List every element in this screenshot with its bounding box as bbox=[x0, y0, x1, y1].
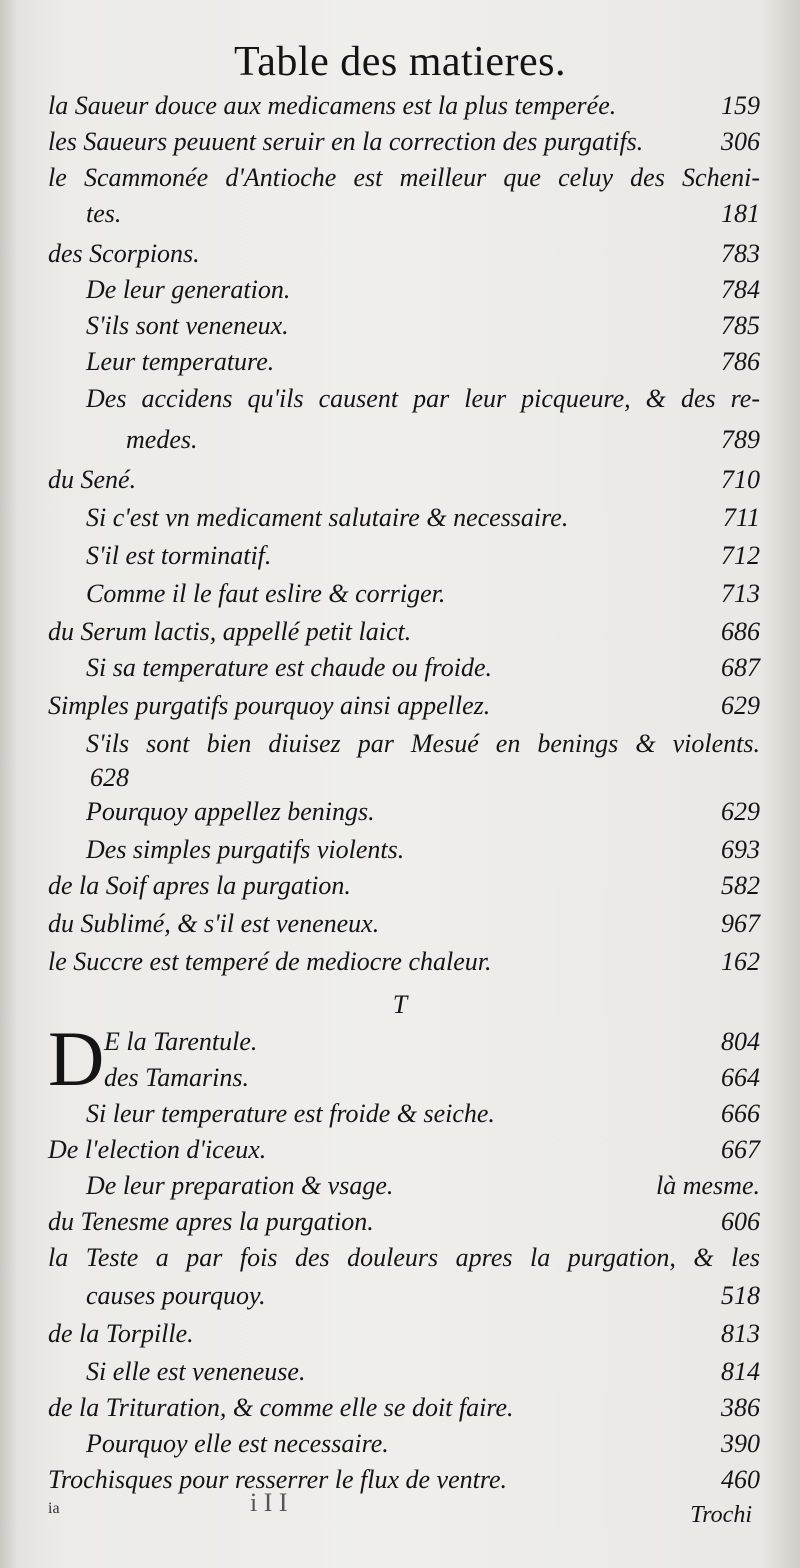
entry-text: S'il est torminatif. bbox=[86, 541, 272, 570]
catchword: Trochi bbox=[690, 1502, 752, 1528]
index-entry bbox=[126, 422, 760, 458]
entry-page-number: 390 bbox=[721, 1429, 760, 1458]
section-letter: T bbox=[392, 990, 408, 1019]
entry-text: S'ils sont veneneux. bbox=[86, 311, 289, 340]
entry-page-number: 711 bbox=[722, 503, 760, 532]
entry-text: Pourquoy elle est necessaire. bbox=[86, 1429, 389, 1458]
index-entry bbox=[90, 760, 760, 796]
index-entry bbox=[86, 650, 760, 686]
entry-page-number: 629 bbox=[721, 797, 760, 826]
entry-text: Pourquoy appellez benings. bbox=[86, 797, 375, 826]
index-entry bbox=[48, 1390, 760, 1426]
index-entry bbox=[48, 906, 760, 942]
entry-page-number: 162 bbox=[721, 947, 760, 976]
index-entry bbox=[86, 196, 760, 232]
entry-text: causes pourquoy. bbox=[86, 1281, 266, 1310]
entry-page-number: 710 bbox=[721, 465, 760, 494]
entry-page-number: 181 bbox=[721, 199, 760, 228]
entry-text: Trochisques pour resserrer le flux de ventre. bbox=[48, 1465, 508, 1494]
entry-text: de la Torpille. bbox=[48, 1319, 194, 1348]
index-entry bbox=[86, 726, 760, 762]
index-entry bbox=[86, 1278, 760, 1314]
entry-text: du Sublimé, & s'il est veneneux. bbox=[48, 909, 380, 938]
entry-text: medes. bbox=[126, 425, 198, 454]
entry-page-number: 386 bbox=[721, 1393, 760, 1422]
entry-page-number: 693 bbox=[721, 835, 760, 864]
index-entry bbox=[48, 88, 760, 124]
entry-text: Si leur temperature est froide & seiche. bbox=[86, 1099, 495, 1128]
index-entry bbox=[48, 1204, 760, 1240]
entry-page-number: 664 bbox=[721, 1063, 760, 1092]
entry-text: des Tamarins. bbox=[104, 1063, 249, 1092]
entry-page-number: 783 bbox=[721, 239, 760, 268]
index-entry bbox=[48, 944, 760, 980]
index-entry bbox=[86, 381, 760, 417]
entry-text: le Succre est temperé de mediocre chaleur. bbox=[48, 947, 492, 976]
entry-text: 628 bbox=[90, 763, 129, 792]
entry-text: De l'election d'iceux. bbox=[48, 1135, 267, 1164]
entry-text: De leur generation. bbox=[86, 275, 291, 304]
entry-page-number: 686 bbox=[721, 617, 760, 646]
entry-text: de la Trituration, & comme elle se doit faire. bbox=[48, 1393, 514, 1422]
entry-text: la Saueur douce aux medicamens est la plus temperée. bbox=[48, 91, 617, 120]
entry-text: Des simples purgatifs violents. bbox=[86, 835, 405, 864]
index-entry bbox=[86, 538, 760, 574]
entry-text: le Scammonée d'Antioche est meilleur que celuy des Scheni- bbox=[48, 163, 760, 192]
index-entry bbox=[86, 344, 760, 380]
index-entry bbox=[48, 1316, 760, 1352]
index-entry bbox=[86, 1426, 760, 1462]
index-entry bbox=[86, 832, 760, 868]
index-entry bbox=[86, 794, 760, 830]
entry-page-number: 784 bbox=[721, 275, 760, 304]
entry-text: tes. bbox=[86, 199, 122, 228]
signature-mark: i I I bbox=[250, 1488, 288, 1517]
entry-page-number: 666 bbox=[721, 1099, 760, 1128]
entry-page-number: 813 bbox=[721, 1319, 760, 1348]
index-entry bbox=[86, 500, 760, 536]
entry-page-number: 967 bbox=[721, 909, 760, 938]
entry-page-number: 159 bbox=[721, 91, 760, 120]
entry-text: du Serum lactis, appellé petit laict. bbox=[48, 617, 412, 646]
entry-text: S'ils sont bien diuisez par Mesué en benings & violents. bbox=[86, 729, 760, 758]
entry-page-number: 786 bbox=[721, 347, 760, 376]
entry-text: Leur temperature. bbox=[86, 347, 275, 376]
entry-page-number: 687 bbox=[721, 653, 760, 682]
entry-page-number: 518 bbox=[721, 1281, 760, 1310]
entry-text: du Tenesme apres la purgation. bbox=[48, 1207, 374, 1236]
index-entry bbox=[86, 1096, 760, 1132]
entry-page-number: 606 bbox=[721, 1207, 760, 1236]
index-entry bbox=[48, 236, 760, 272]
entry-page-number: là mesme. bbox=[656, 1171, 760, 1200]
entry-text: la Teste a par fois des douleurs apres la purgation, & les bbox=[48, 1243, 760, 1272]
entry-text: des Scorpions. bbox=[48, 239, 200, 268]
entry-page-number: 582 bbox=[721, 871, 760, 900]
entry-text: Si elle est veneneuse. bbox=[86, 1357, 306, 1386]
entry-text: Des accidens qu'ils causent par leur picqueure, & des re- bbox=[86, 384, 760, 413]
entry-text: Simples purgatifs pourquoy ainsi appellez. bbox=[48, 691, 491, 720]
index-entry bbox=[86, 308, 760, 344]
entry-text: de la Soif apres la purgation. bbox=[48, 871, 351, 900]
entry-text: les Saueurs peuuent seruir en la correction des purgatifs. bbox=[48, 127, 644, 156]
index-entry bbox=[104, 1060, 760, 1096]
entry-page-number: 785 bbox=[721, 311, 760, 340]
index-entry bbox=[48, 1132, 760, 1168]
entry-page-number: 667 bbox=[721, 1135, 760, 1164]
footer-mark: ia bbox=[48, 1500, 60, 1517]
index-entry bbox=[86, 272, 760, 308]
page-title: Table des matieres. bbox=[234, 39, 566, 85]
entry-page-number: 789 bbox=[721, 425, 760, 454]
index-entry bbox=[48, 160, 760, 196]
entry-text: du Sené. bbox=[48, 465, 137, 494]
index-entry bbox=[48, 1240, 760, 1276]
index-entry bbox=[86, 1354, 760, 1390]
entry-page-number: 804 bbox=[721, 1027, 760, 1056]
entry-text: E la Tarentule. bbox=[104, 1027, 258, 1056]
entry-page-number: 712 bbox=[721, 541, 760, 570]
index-entry bbox=[48, 462, 760, 498]
entry-page-number: 306 bbox=[721, 127, 760, 156]
entry-text: Comme il le faut eslire & corriger. bbox=[86, 579, 446, 608]
entry-text: Si c'est vn medicament salutaire & necessaire. bbox=[86, 503, 569, 532]
index-entry bbox=[48, 124, 760, 160]
entry-page-number: 629 bbox=[721, 691, 760, 720]
index-entry bbox=[48, 688, 760, 724]
index-entry bbox=[48, 614, 760, 650]
index-entry bbox=[48, 868, 760, 904]
entry-page-number: 460 bbox=[721, 1465, 760, 1494]
entry-text: Si sa temperature est chaude ou froide. bbox=[86, 653, 493, 682]
index-entry bbox=[86, 1168, 760, 1204]
entry-page-number: 713 bbox=[721, 579, 760, 608]
index-entry bbox=[86, 576, 760, 612]
entry-page-number: 814 bbox=[721, 1357, 760, 1386]
index-entry bbox=[104, 1024, 760, 1060]
entry-text: De leur preparation & vsage. bbox=[86, 1171, 394, 1200]
index-entry bbox=[48, 1462, 760, 1498]
drop-capital: D bbox=[48, 1015, 105, 1102]
